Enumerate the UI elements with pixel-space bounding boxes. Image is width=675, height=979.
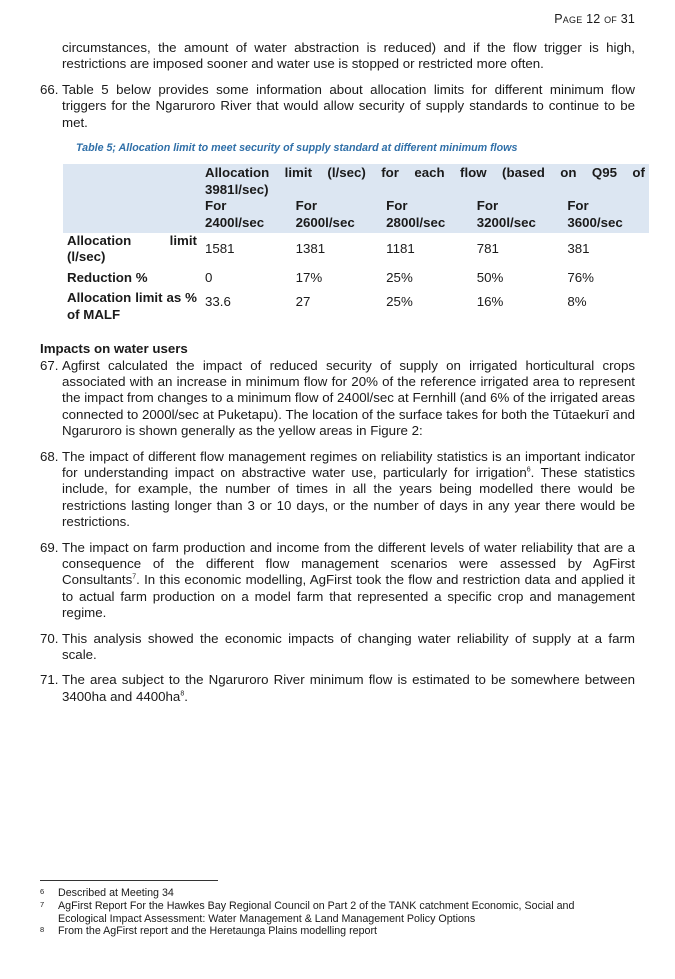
table-cell: 1381 [295, 241, 326, 257]
flow-col-4 [563, 198, 649, 233]
page-number [554, 12, 635, 26]
paragraph-number: 68. [40, 448, 59, 464]
table-cell: 381 [567, 241, 590, 257]
paragraph-text [62, 672, 635, 705]
paragraph-text: This analysis showed the economic impacts of changing water reliability of supply at a farm scale. [62, 630, 635, 662]
flow-value: 2800l/sec [386, 214, 446, 230]
paragraph-number: 67. [40, 357, 59, 373]
table-row [63, 233, 649, 266]
page-current: 12 [586, 12, 601, 26]
flow-value: 2600l/sec [295, 214, 355, 230]
footnote-text: From the AgFirst report and the Heretaunga Plains modelling report [58, 925, 378, 938]
row-label-text: Allocation limit (l/sec) [67, 233, 197, 265]
footnote-text: Described at Meeting 34 [58, 887, 174, 899]
paragraph-number: 70. [40, 630, 59, 646]
paragraph-number: 71. [40, 672, 59, 688]
paragraph-text: Agfirst calculated the impact of reduced security of supply on irrigated horticultural crops associated with an increase in minimum flow for 20% of the reference irrigated area to represent the impact from changes to a minimum flow of 2400l/sec at Fernhill (and 6% of the irrigated areas connected to 2000l/sec at Puketapu). The location of the surface takes for both the Tūtaekurī and Ngaruroro is shown generally as the yellow areas in Figure 2: [62, 357, 635, 439]
paragraph-70 [40, 631, 635, 664]
footnote-divider [40, 880, 218, 881]
flow-value: 2400l/sec [205, 214, 265, 230]
paragraph-69 [40, 540, 635, 622]
flow-value: 3200l/sec [476, 214, 536, 230]
flow-for: For [386, 198, 408, 214]
footnote-ref[interactable]: 6 [526, 466, 531, 474]
row-label-text: Allocation limit as % of MALF [67, 290, 197, 322]
page-total: 31 [620, 12, 635, 26]
footnotes [40, 880, 620, 938]
footnote-ref[interactable]: 7 [132, 573, 137, 581]
table-cell: 25% [386, 269, 413, 285]
flow-for: For [476, 198, 499, 214]
paragraph-text: Table 5 below provides some information about allocation limits for different minimum flow triggers for the Ngaruroro River that would allow security of supply standards to continue to be met. [62, 81, 635, 130]
footnote-ref[interactable]: 8 [180, 690, 185, 698]
flow-for: For [567, 198, 589, 214]
footnote-text: AgFirst Report For the Hawkes Bay Regional Council on Part 2 of the TANK catchment Economic, Social and Ecological Impact Assessment: Water Management & Land Management Policy Options [58, 899, 575, 925]
table-cell: 50% [476, 269, 504, 285]
table-cell: 0 [205, 269, 213, 285]
document-body [40, 40, 645, 714]
header-main-text: Allocation limit (l/sec) for each flow (based on Q95 of 3981l/sec) [205, 165, 645, 197]
table-cell: 17% [295, 269, 323, 285]
footnote [40, 887, 620, 900]
table-row [63, 266, 649, 286]
flow-value: 3600/sec [567, 214, 623, 230]
paragraph-text [62, 540, 635, 622]
paragraph-text-a: The impact on farm production and income from the different levels of water reliability that are a consequence of the different flow management scenarios were assessed by AgFirst Consultants [62, 539, 635, 588]
paragraph-68 [40, 449, 635, 531]
table-header-row [63, 164, 649, 198]
table-cell: 781 [476, 241, 499, 257]
paragraph-text-b: . [184, 688, 188, 704]
paragraph-text-a: The area subject to the Ngaruroro River minimum flow is estimated to be somewhere between 3400ha and 4400ha [62, 672, 635, 704]
table-cell: 1581 [205, 241, 235, 257]
header-main-cell [201, 164, 649, 198]
table-flow-row [63, 198, 649, 233]
footnote-number: 7 [40, 899, 45, 909]
table-caption: Table 5; Allocation limit to meet security of supply standard at different minimum flows [76, 142, 518, 155]
flow-col-0 [201, 198, 292, 233]
footnote [40, 925, 620, 938]
paragraph-text-a: The impact of different flow management regimes on reliability statistics is an important indicator for understanding impact on abstractive water use, particularly for irrigation [62, 448, 635, 480]
section-heading: Impacts on water users [40, 341, 188, 357]
intro-continuation: circumstances, the amount of water abstraction is reduced) and if the flow trigger is high, restrictions are imposed sooner and water use is stopped or restricted more often. [62, 40, 635, 72]
footnote-number: 8 [40, 925, 45, 935]
header-blank-cell [63, 164, 201, 198]
table-cell: 8% [567, 294, 587, 310]
flow-for: For [295, 198, 317, 214]
paragraph-number: 66. [40, 81, 59, 97]
table-cell: 33.6 [205, 294, 231, 310]
row-label [63, 286, 201, 323]
table-cell: 27 [295, 294, 311, 310]
row-label [63, 233, 201, 266]
footnote [40, 900, 620, 926]
footnote-number: 6 [40, 887, 45, 896]
row-label: Reduction % [67, 269, 148, 285]
paragraph-text-b: . In this economic modelling, AgFirst took the flow and restriction data and applied it to actual farm production on a model farm that represented a specific crop and management regime. [62, 572, 635, 621]
paragraph-text [62, 449, 635, 531]
table-cell: 1181 [386, 241, 415, 257]
paragraph-71 [40, 672, 635, 705]
of-word: of [604, 12, 617, 26]
flow-col-1 [292, 198, 383, 233]
flow-col-3 [473, 198, 564, 233]
paragraph-67 [40, 358, 635, 440]
table-cell: 25% [386, 294, 413, 310]
page-word: Page [554, 12, 583, 26]
table-row [63, 286, 649, 323]
table-cell: 76% [567, 269, 594, 285]
allocation-table [63, 164, 649, 323]
table-cell: 16% [476, 294, 504, 310]
flow-blank-cell [63, 198, 201, 233]
flow-col-2 [382, 198, 473, 233]
paragraph-text-b: . These statistics include, for example, the number of times in all the years being modelled there would be restrictions lasting longer than 3 or 10 days, or the number of days in any year there would be restrictions. [62, 464, 636, 530]
paragraph-66 [40, 82, 635, 131]
flow-for: For [205, 198, 227, 214]
paragraph-number: 69. [40, 539, 59, 555]
